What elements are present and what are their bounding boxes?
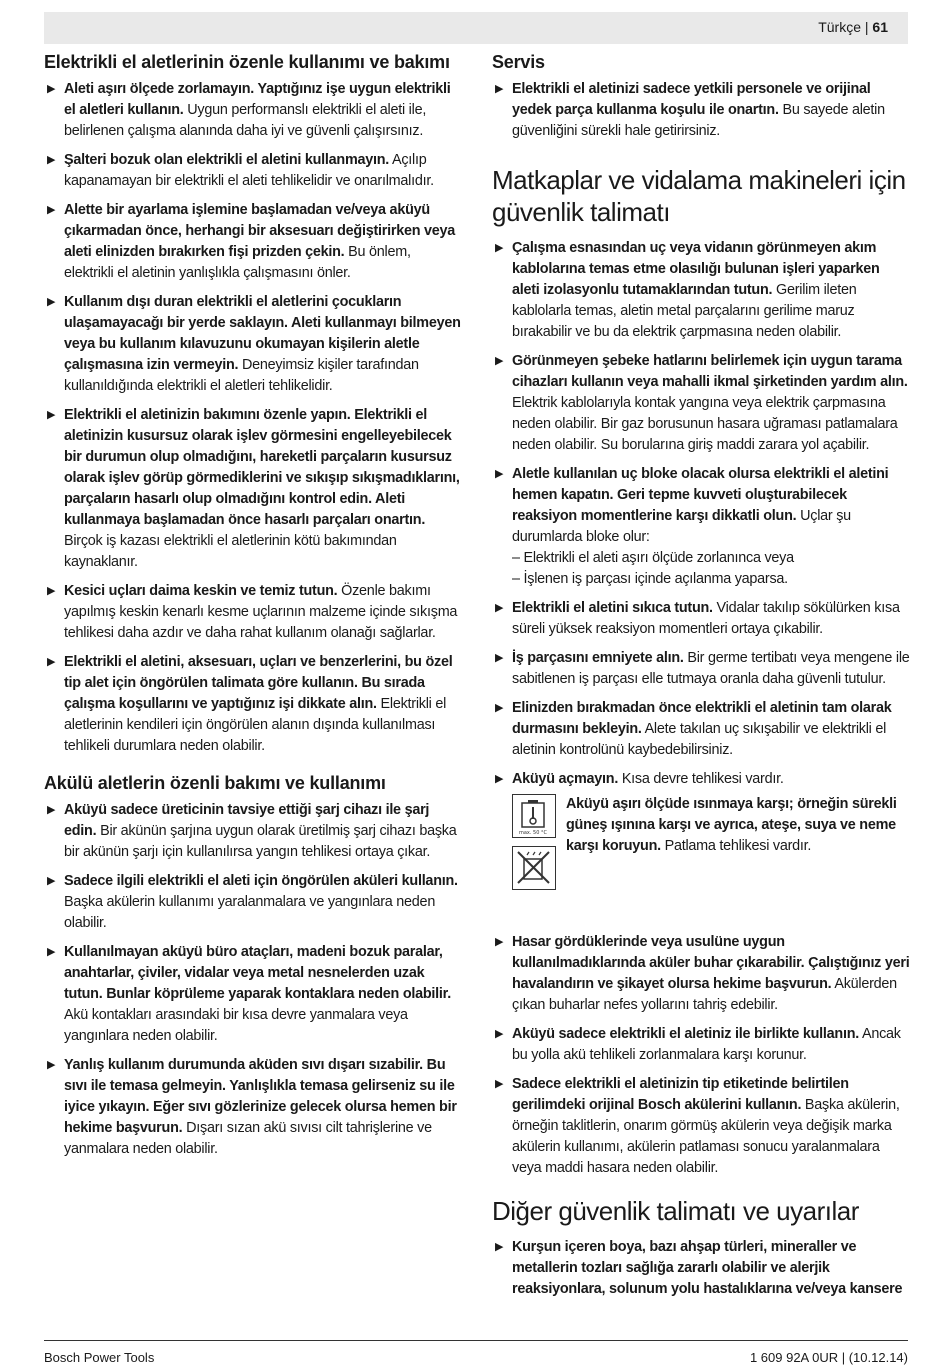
item-bold-text: İş parçasını emniyete alın. (512, 650, 684, 666)
bullet-arrow-icon: ▶ (495, 468, 504, 480)
right-column (492, 52, 910, 1308)
item-text: Başka akülerin kullanımı yaralanmalara ve yangınlara neden olabilir. (64, 894, 436, 931)
bullet-arrow-icon: ▶ (47, 154, 56, 166)
bullet-arrow-icon: ▶ (47, 296, 56, 308)
item-text: Birçok iş kazası elektrikli el aletlerinin kötü bakımından kaynaklanır. (64, 533, 397, 570)
list-item (492, 1024, 910, 1066)
list-item (492, 351, 910, 456)
list-item (492, 464, 910, 548)
item-text: Deneyimsiz kişiler tarafından kullanıldığında elektrikli el aletleri tehlikelidir. (64, 357, 419, 394)
list-item (44, 292, 462, 397)
no-water-icon (512, 846, 556, 890)
list-item (44, 581, 462, 644)
item-text: Açılıp kapanamayan bir elektrikli el aleti tehlikelidir ve onarılmalıdır. (64, 152, 434, 189)
item-text: Patlama tehlikesi vardır. (660, 838, 812, 854)
section-title-service: Servis (492, 52, 545, 72)
heat-icon-label: max. 50 °C (518, 830, 548, 836)
sub-item: – İşlenen iş parçası içinde açılanma yaparsa. (512, 571, 788, 587)
item-bold-text: Aküyü açmayın. (512, 771, 619, 787)
bullet-arrow-icon: ▶ (47, 1059, 56, 1071)
section-title-drill: Matkaplar ve vidalama makineleri için güvenlik talimatı (492, 165, 906, 227)
item-bold-text: Yanlış kullanım durumunda aküden sıvı dışarı sızabilir. Bu sıvı ile temasa gelmeyin. Yanlışlıkla temasa gelirseniz su ile iyice yıkayın. Eğer sıvı gözlerinize gelecek olursa hemen bir hekime başvurun. (64, 1057, 457, 1136)
list-item (492, 79, 910, 142)
item-text: Bir germe tertibatı veya mengene ile sabitlenen iş parçası elle tutmaya oranla daha güvenli tutulur. (512, 650, 910, 687)
item-text: Gerilim ileten kablolarla temas, aletin metal parçalarını gerilime maruz bırakabilir ve bu da elektrik çarpmasına neden olabilir. (512, 282, 857, 340)
sub-list (492, 548, 910, 590)
list-item (492, 598, 910, 640)
page-header (44, 12, 908, 44)
bullet-arrow-icon: ▶ (47, 804, 56, 816)
heat-warning-block (512, 794, 910, 906)
list-item (492, 1237, 910, 1300)
bullet-arrow-icon: ▶ (495, 1028, 504, 1040)
item-bold-text: Hasar gördüklerinde veya usulüne uygun kullanılmadıklarında aküler buhar çıkarabilir. Çalıştığınız yeri havalandırın ve şikayet olursa hekime başvurun. (512, 934, 910, 992)
item-bold-text: Sadece ilgili elektrikli el aleti için öngörülen aküleri kullanın. (64, 873, 458, 889)
section-title-care: Elektrikli el aletlerinin özenle kullanımı ve bakımı (44, 52, 450, 72)
list-item (492, 769, 910, 790)
item-text: Akülerden çıkan buharlar nefes yollarını tahriş edebilir. (512, 976, 897, 1013)
header-page-label: Türkçe | 61 (818, 19, 888, 35)
item-text: Kısa devre tehlikesi vardır. (618, 771, 784, 787)
bullet-arrow-icon: ▶ (495, 702, 504, 714)
left-column (44, 52, 462, 1168)
list-item (492, 238, 910, 343)
bullet-arrow-icon: ▶ (495, 773, 504, 785)
item-text: Akü kontakları arasındaki bir kısa devre yanmalara veya yangınlara neden olabilir. (64, 1007, 408, 1044)
bullet-arrow-icon: ▶ (47, 656, 56, 668)
bullet-arrow-icon: ▶ (495, 1078, 504, 1090)
heat-warning-text (566, 794, 910, 857)
bullet-arrow-icon: ▶ (47, 875, 56, 887)
item-text: Vidalar takılıp sökülürken kısa süreli yüksek reaksiyon momentleri ortaya çıkabilir. (512, 600, 900, 637)
item-bold-text: Görünmeyen şebeke hatlarını belirlemek için uygun tarama cihazları kullanın veya mahalli ikmal şirketinden yardım alın. (512, 353, 908, 390)
list-item (44, 405, 462, 573)
item-bold-text: Çalışma esnasından uç veya vidanın görünmeyen akım kablolarına temas etme olasılığı bulunan işleri yaparken aleti izolasyonlu tutamaklarından tutun. (512, 240, 880, 298)
item-bold-text: Aleti aşırı ölçede zorlamayın. Yaptığınız işe uygun elektrikli el aletleri kullanın. (64, 81, 451, 118)
section-title-other: Diğer güvenlik talimatı ve uyarılar (492, 1196, 859, 1226)
item-bold-text: Elektrikli el aletinizin bakımını özenle yapın. Elektrikli el aletinizin kusursuz olarak işlev görmesini engelleyebilecek bir durumun olup olmadığını, hareketli parçaların kusursuz olarak işlev görüp görmediklerini ve sıkışıp sıkışmadıklarını, parçaların hasarlı olup olmadığını kontrol edin. Aleti kullanmaya başlamadan önce hasarlı parçaları onartın. (64, 407, 460, 528)
bullet-arrow-icon: ▶ (495, 1241, 504, 1253)
item-text: Uygun performanslı elektrikli el aleti ile, belirlenen çalışma alanında daha iyi ve güvenli çalışırsınız. (64, 102, 427, 139)
bullet-arrow-icon: ▶ (47, 409, 56, 421)
bullet-arrow-icon: ▶ (495, 936, 504, 948)
bullet-arrow-icon: ▶ (495, 602, 504, 614)
item-bold-text: Şalteri bozuk olan elektrikli el aletini kullanmayın. (64, 152, 390, 168)
list-item (492, 698, 910, 761)
item-bold-text: Aküyü aşırı ölçüde ısınmaya karşı; örneğin sürekli güneş ışınına karşı ve ayrıca, ateşe, suya ve neme karşı koruyun. (566, 796, 897, 854)
item-text: Dışarı sızan akü sıvısı cilt tahrişlerine ve yanmalara neden olabilir. (64, 1120, 432, 1157)
item-bold-text: Kullanım dışı duran elektrikli el aletlerini çocukların ulaşamayacağı bir yerde saklayın. Aleti kullanmayı bilmeyen veya bu kullanım kılavuzunu okumayan kişilerin aletle çalışmasına izin vermeyin. (64, 294, 461, 373)
item-text: Bir akünün şarjına uygun olarak üretilmiş şarj cihazı başka bir akünün şarjı için kullanılırsa yangın tehlikesi ortaya çıkar. (64, 823, 457, 860)
section-title-battery: Akülü aletlerin özenli bakımı ve kullanımı (44, 773, 386, 793)
item-bold-text: Elinizden bırakmadan önce elektrikli el aletinin tam olarak durmasını bekleyin. (512, 700, 892, 737)
footer-brand: Bosch Power Tools (44, 1350, 155, 1365)
list-item (44, 1055, 462, 1160)
bullet-arrow-icon: ▶ (47, 83, 56, 95)
bullet-arrow-icon: ▶ (47, 946, 56, 958)
header-page-number: 61 (872, 19, 888, 35)
footer-doc-number: 1 609 92A 0UR | (10.12.14) (749, 1350, 908, 1365)
list-item (44, 942, 462, 1047)
header-language: Türkçe (818, 19, 861, 35)
item-text: Elektrik kablolarıyla kontak yangına veya elektrik çarpmasına neden olabilir. Bir gaz borusunun hasara uğraması patlamalara neden olabilir. Su borularına giriş maddi zarara yol açabilir. (512, 395, 898, 453)
item-bold-text: Aletle kullanılan uç bloke olacak olursa elektrikli el aletini hemen kapatın. Geri tepme kuvveti oluşturabilecek reaksiyon momentlerine karşı dikkatli olun. (512, 466, 889, 524)
bullet-arrow-icon: ▶ (495, 652, 504, 664)
item-text: Bu sayede aletin güvenliğini sürekli hale getirirsiniz. (512, 102, 885, 139)
list-item (44, 79, 462, 142)
item-text: Başka akülerin, örneğin taklitlerin, onarım görmüş akülerin veya değişik marka akülerin kullanımı, akülerin patlaması sonucu yaralanmalara veya maddi hasara neden olabilir. (512, 1097, 900, 1176)
footer-divider (44, 1340, 908, 1341)
bullet-arrow-icon: ▶ (495, 83, 504, 95)
item-text: Alete takılan uç sıkışabilir ve elektrikli el aletinin kontrolünü kaybedebilirsiniz. (512, 721, 887, 758)
item-bold-text: Sadece elektrikli el aletinizin tip etiketinde belirtilen gerilimdeki orijinal Bosch akülerini kullanın. (512, 1076, 849, 1113)
item-bold-text: Kullanılmayan aküyü büro ataçları, madeni bozuk paralar, anahtarlar, çiviler, vidalar veya metal nesnelerden uzak tutun. Bunlar köprüleme yaparak kontaklara neden olabilir. (64, 944, 451, 1002)
list-item (492, 648, 910, 690)
item-bold-text: Elektrikli el aletini sıkıca tutun. (512, 600, 713, 616)
item-bold-text: Kesici uçları daima keskin ve temiz tutun. (64, 583, 338, 599)
list-item (492, 1074, 910, 1179)
list-item (44, 800, 462, 863)
item-bold-text: Aküyü sadece elektrikli el aletiniz ile birlikte kullanın. (512, 1026, 860, 1042)
list-item (44, 150, 462, 192)
list-item (44, 871, 462, 934)
item-bold-text: Kurşun içeren boya, bazı ahşap türleri, mineraller ve metallerin tozları sağlığa zararlı olabilir ve alerjik reaksiyonlara, solunum yolu hastalıklarına ve/veya kansere (512, 1239, 903, 1297)
item-text: Ancak bu yolla akü tehlikeli zorlanmalara karşı korunur. (512, 1026, 901, 1063)
battery-list (44, 800, 462, 1160)
item-text: Bu önlem, elektrikli el aletinin yanlışlıkla çalışmasını önler. (64, 244, 411, 281)
bullet-arrow-icon: ▶ (495, 242, 504, 254)
item-bold-text: Aküyü sadece üreticinin tavsiye ettiği şarj cihazı ile şarj edin. (64, 802, 430, 839)
bullet-arrow-icon: ▶ (47, 585, 56, 597)
list-item (492, 932, 910, 1016)
item-text: Uçlar şu durumlarda bloke olur: (512, 508, 851, 545)
care-list (44, 79, 462, 757)
sub-item: – Elektrikli el aleti aşırı ölçüde zorlanınca veya (512, 550, 794, 566)
item-bold-text: Elektrikli el aletini, aksesuarı, uçları ve benzerlerini, bu özel tip alet için öngörülen talimata göre kullanın. Bu sırada çalışma koşullarını ve yaptığınız işi dikkate alın. (64, 654, 453, 712)
list-item (44, 652, 462, 757)
bullet-arrow-icon: ▶ (495, 355, 504, 367)
list-item (44, 200, 462, 284)
item-bold-text: Alette bir ayarlama işlemine başlamadan ve/veya aküyü çıkarmadan önce, herhangi bir aksesuarı değiştirirken veya aleti elinizden bırakırken fişi prizden çekin. (64, 202, 456, 260)
item-text: Elektrikli el aletlerinin kendileri için öngörülen alanın dışında kullanılması tehlikeli durumlara neden olabilir. (64, 696, 447, 754)
battery-temperature-icon (512, 794, 556, 838)
bullet-arrow-icon: ▶ (47, 204, 56, 216)
item-text: Özenle bakımı yapılmış keskin kenarlı kesme uçlarının malzeme içinde sıkışma tehlikesi daha azdır ve daha rahat kullanım olanağı sağlarlar. (64, 583, 458, 641)
item-bold-text: Elektrikli el aletinizi sadece yetkili personele ve orijinal yedek parça kullanma koşulu ile onartın. (512, 81, 871, 118)
